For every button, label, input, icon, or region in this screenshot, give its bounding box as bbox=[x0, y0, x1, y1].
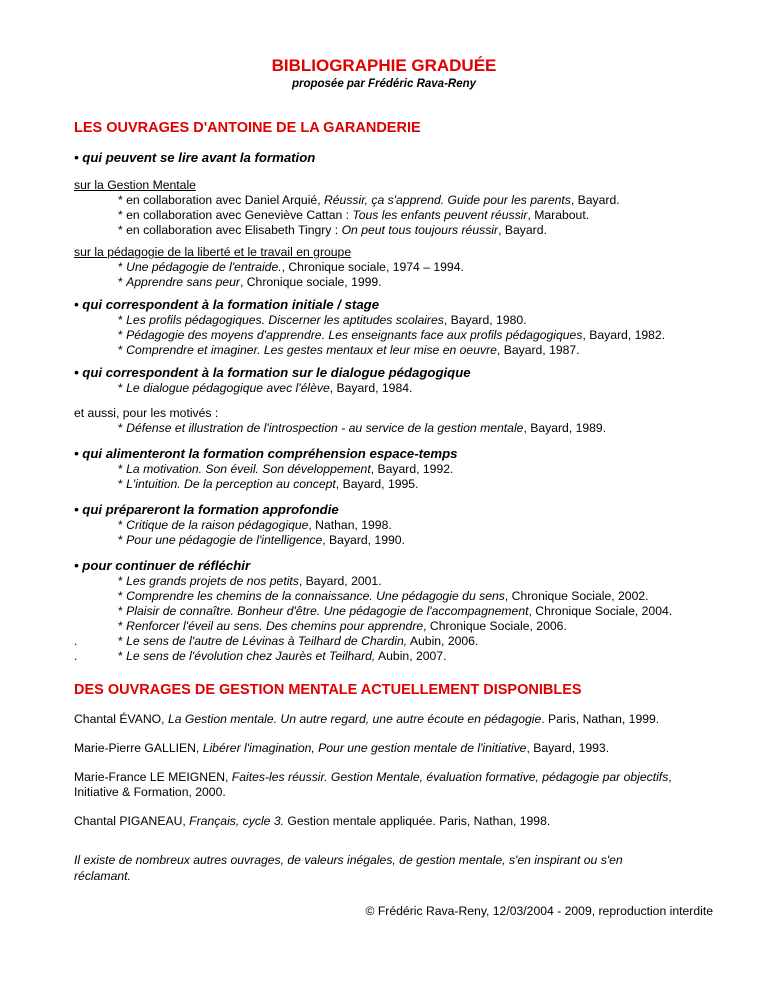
ref-item: * Comprendre et imaginer. Les gestes mentaux et leur mise en oeuvre, Bayard, 1987. bbox=[118, 343, 580, 357]
ref-item: * La motivation. Son éveil. Son développement, Bayard, 1992. bbox=[118, 462, 454, 476]
ref-item: * Une pédagogie de l'entraide., Chronique sociale, 1974 – 1994. bbox=[118, 260, 464, 274]
bibliography-entry: Chantal PIGANEAU, Français, cycle 3. Gestion mentale appliquée. Paris, Nathan, 1998. bbox=[74, 814, 551, 828]
margin-dot: . bbox=[74, 634, 78, 648]
ref-item: * Défense et illustration de l'introspection - au service de la gestion mentale, Bayard, 1989. bbox=[118, 421, 607, 435]
ref-item: * en collaboration avec Elisabeth Tingry : On peut tous toujours réussir, Bayard. bbox=[118, 223, 547, 237]
page-title: BIBLIOGRAPHIE GRADUÉE bbox=[271, 56, 497, 75]
ref-item: * Plaisir de connaître. Bonheur d'être. Une pédagogie de l'accompagnement, Chronique Sociale, 2004. bbox=[118, 604, 673, 618]
group-heading-reflechir: • pour continuer de réfléchir bbox=[74, 558, 251, 573]
ref-item: * Comprendre les chemins de la connaissance. Une pédagogie du sens, Chronique Sociale, 2002. bbox=[118, 589, 649, 603]
margin-dot: . bbox=[74, 649, 78, 663]
ref-item: * en collaboration avec Geneviève Cattan : Tous les enfants peuvent réussir, Marabout. bbox=[118, 208, 590, 222]
group-heading-approfondie: • qui prépareront la formation approfondie bbox=[74, 502, 339, 517]
ref-item: * Pédagogie des moyens d'apprendre. Les enseignants face aux profils pédagogiques, Bayard, 1982. bbox=[118, 328, 666, 342]
ref-item: * Les grands projets de nos petits, Bayard, 2001. bbox=[118, 574, 382, 588]
ref-item: * L'intuition. De la perception au concept, Bayard, 1995. bbox=[118, 477, 419, 491]
ref-item: * en collaboration avec Daniel Arquié, Réussir, ça s'apprend. Guide pour les parents, Bayard. bbox=[118, 193, 620, 207]
bibliography-entry: Chantal ÉVANO, La Gestion mentale. Un autre regard, une autre écoute en pédagogie. Paris, Nathan, 1999. bbox=[74, 712, 660, 726]
group-heading-before-training: • qui peuvent se lire avant la formation bbox=[74, 150, 316, 165]
ref-item: * Le sens de l'évolution chez Jaurès et Teilhard, Aubin, 2007. bbox=[118, 649, 447, 663]
extra-note: et aussi, pour les motivés : bbox=[74, 406, 219, 420]
section-heading-available: DES OUVRAGES DE GESTION MENTALE ACTUELLEMENT DISPONIBLES bbox=[74, 682, 582, 698]
closing-note: Il existe de nombreux autres ouvrages, de valeurs inégales, de gestion mentale, s'en inspirant ou s'en réclamant. bbox=[74, 853, 623, 883]
subheading-pedagogie-liberte: sur la pédagogie de la liberté et le travail en groupe bbox=[74, 245, 352, 259]
ref-item: * Critique de la raison pédagogique, Nathan, 1998. bbox=[118, 518, 392, 532]
page-subtitle: proposée par Frédéric Rava-Reny bbox=[291, 78, 477, 90]
group-heading-initial-training: • qui correspondent à la formation initiale / stage bbox=[74, 297, 380, 312]
bibliography-entry: Marie-France LE MEIGNEN, Faites-les réussir. Gestion Mentale, évaluation formative, pédagogie par objectifs, Initiative & Formation, 2000. bbox=[74, 770, 672, 799]
group-heading-dialogue: • qui correspondent à la formation sur le dialogue pédagogique bbox=[74, 365, 471, 380]
subheading-gestion-mentale: sur la Gestion Mentale bbox=[74, 178, 196, 192]
ref-item: * Renforcer l'éveil au sens. Des chemins pour apprendre, Chronique Sociale, 2006. bbox=[118, 619, 567, 633]
ref-item: * Les profils pédagogiques. Discerner les aptitudes scolaires, Bayard, 1980. bbox=[118, 313, 527, 327]
ref-item: * Apprendre sans peur, Chronique sociale, 1999. bbox=[118, 275, 382, 289]
bibliography-entry: Marie-Pierre GALLIEN, Libérer l'imagination, Pour une gestion mentale de l'initiative, Bayard, 1993. bbox=[74, 741, 610, 755]
ref-item: * Pour une pédagogie de l'intelligence, Bayard, 1990. bbox=[118, 533, 405, 547]
group-heading-espace-temps: • qui alimenteront la formation compréhension espace-temps bbox=[74, 446, 458, 461]
ref-item: * Le sens de l'autre de Lévinas à Teilhard de Chardin, Aubin, 2006. bbox=[118, 634, 479, 648]
copyright-notice: © Frédéric Rava-Reny, 12/03/2004 - 2009, reproduction interdite bbox=[365, 904, 713, 918]
section-heading-garanderie: LES OUVRAGES D'ANTOINE DE LA GARANDERIE bbox=[74, 120, 421, 136]
ref-item: * Le dialogue pédagogique avec l'élève, Bayard, 1984. bbox=[118, 381, 413, 395]
